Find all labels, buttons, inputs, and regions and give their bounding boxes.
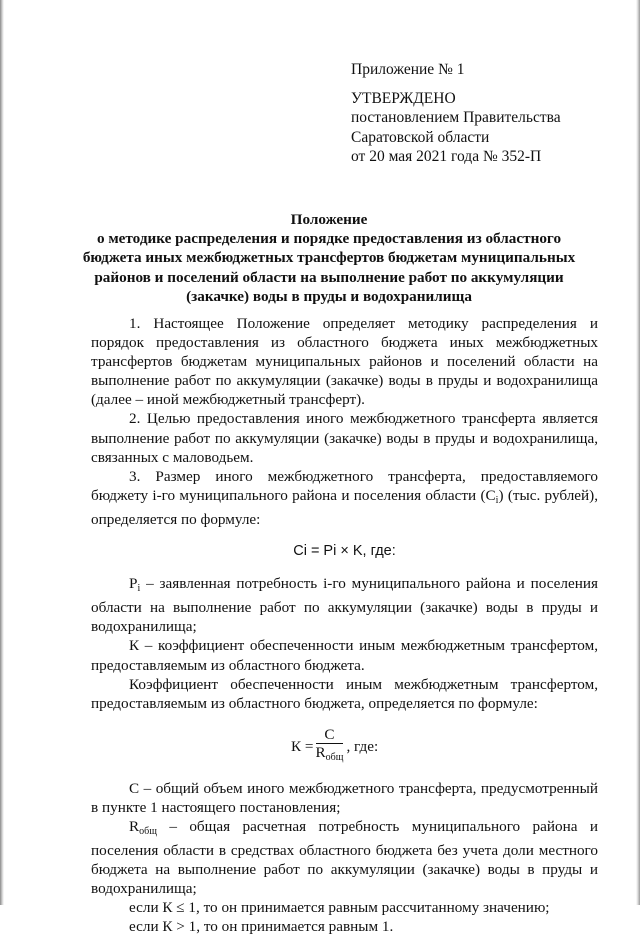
appendix-label: Приложение № 1 bbox=[351, 61, 465, 78]
pi-definition-text: – заявленная потребность i-го муниципального района и поселения области на выполнение работ по аккумуляции (закачке) воды в пруды и водохранилища; bbox=[91, 575, 598, 636]
denominator-symbol: R bbox=[315, 743, 326, 761]
symbol-p: P bbox=[129, 575, 138, 593]
document-body bbox=[91, 314, 598, 937]
title-line: (закачке) воды в пруды и водохранилища bbox=[186, 287, 472, 305]
r-definition-text: – общая расчетная потребность муниципального района и поселения области в средствах областного бюджета без учета доли местного бюджета на выполнение работ по аккумуляции (закачке) воды в пруды и водохранилища; bbox=[91, 817, 598, 898]
scan-edge-left bbox=[0, 0, 4, 905]
document-title bbox=[80, 210, 578, 306]
paragraph-c-definition: С – общий объем иного межбюджетного трансферта, предусмотренный в пункте 1 настоящего постановления; bbox=[91, 779, 598, 816]
formula-ci: Ci = Pi × K, где: bbox=[293, 543, 396, 560]
approved-label: УТВЕРЖДЕНО bbox=[351, 89, 456, 107]
formula-k-fraction bbox=[316, 727, 344, 767]
paragraph-pi-definition bbox=[91, 574, 598, 636]
fraction-denominator bbox=[316, 744, 344, 767]
paragraph-k-gt-1: если К > 1, то он принимается равным 1. bbox=[129, 918, 394, 936]
approval-block bbox=[351, 60, 611, 167]
approval-date-line: от 20 мая 2021 года № 352-П bbox=[351, 148, 542, 165]
formula-k-tail: , где: bbox=[346, 738, 379, 756]
paragraph-1: 1. Настоящее Положение определяет методику распределения и порядок предоставления из областного бюджета иных межбюджетных трансфертов бюджетам муниципальных районов и поселений области на выполнение работ по аккумуляции (закачке) воды в пруды и водохранилища (далее – иной межбюджетный трансферт). bbox=[91, 315, 598, 409]
approval-line: Саратовской области bbox=[351, 128, 490, 146]
formula-k bbox=[91, 721, 598, 771]
paragraph-k-definition: К – коэффициент обеспеченности иным межбюджетным трансфертом, предоставляемым из областного бюджета. bbox=[91, 637, 598, 674]
paragraph-k-le-1: если К ≤ 1, то он принимается равным рассчитанному значению; bbox=[129, 899, 550, 917]
paragraph-3 bbox=[91, 467, 598, 529]
title-line: бюджета иных межбюджетных трансфертов бюджетам муниципальных bbox=[82, 249, 576, 267]
scan-edge-right bbox=[636, 0, 640, 905]
symbol-r: R bbox=[129, 817, 140, 835]
paragraph-3-text-a: 3. Размер иного межбюджетного трансферта, предоставляемого бюджету i-го муниципального района и поселения области (C bbox=[91, 467, 598, 504]
title-heading: Положение bbox=[290, 211, 368, 228]
approval-line: постановлением Правительства bbox=[351, 109, 561, 126]
fraction-numerator: С bbox=[324, 725, 335, 743]
title-line: о методике распределения и порядке предоставления из областного bbox=[96, 230, 562, 248]
title-line: районов и поселений области на выполнение работ по аккумуляции bbox=[94, 268, 564, 286]
paragraph-r-definition bbox=[91, 817, 598, 898]
subscript-i: i bbox=[137, 583, 141, 595]
formula-k-lhs: К = bbox=[291, 738, 314, 756]
subscript-obsh: общ bbox=[139, 825, 157, 837]
subscript-i: i bbox=[495, 494, 499, 506]
paragraph-k-formula-intro: Коэффициент обеспеченности иным межбюджетным трансфертом, предоставляемым из областного бюджета, определяется по формуле: bbox=[91, 675, 598, 712]
paragraph-2: 2. Целью предоставления иного межбюджетного трансферта является выполнение работ по аккумуляции (закачке) воды в пруды и водохранилища, связанных с маловодьем. bbox=[91, 410, 598, 466]
paragraph-3-text-b: ) (тыс. рублей), определяется по формуле: bbox=[91, 486, 598, 528]
denominator-subscript: общ bbox=[325, 751, 344, 763]
